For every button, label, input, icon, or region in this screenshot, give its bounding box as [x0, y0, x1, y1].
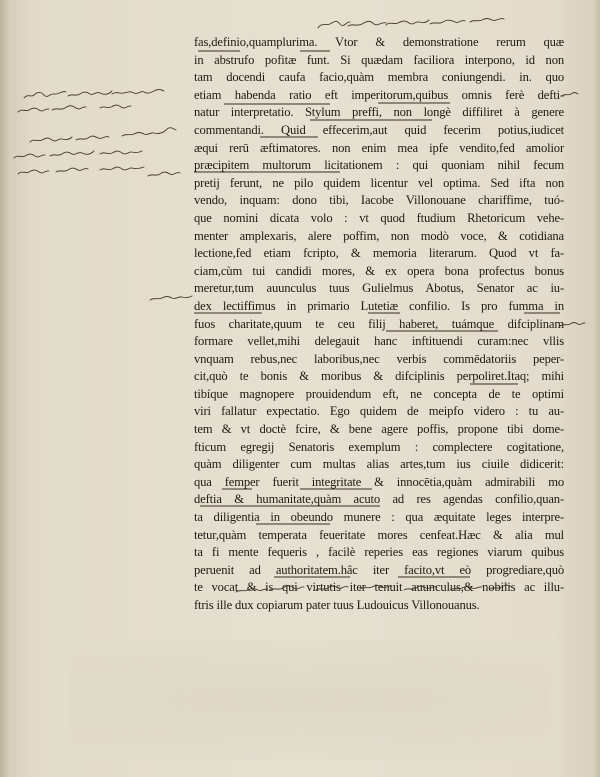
text-line: deftia & humanitate,quàm acuto ad res agendas confilio,quan- [194, 492, 564, 507]
text-line: meretur,tum auunculus tuus Gulielmus Abotus, Senator ac iu- [194, 281, 564, 296]
text-line: æqui rerū æftimatores. non enim mea ipfe vendito,fed amolior [194, 140, 564, 155]
text-line: vendo, inquam: dono tibi, Iacobe Villonouane chariffime, tuó- [194, 193, 564, 208]
text-line: pretij ferunt, ne pilo quidem licentur vel optima. Sed ifta non [194, 175, 564, 190]
text-line: fticum egregij Senatoris exemplum : complectere cogitatione, [194, 439, 564, 454]
text-line: natur interpretatio. Stylum preffi, non longè diffiliret à genere [194, 105, 564, 120]
text-line: in abstrufo pofitæ funt. Si quædam faciliora interpono, id non [194, 52, 564, 67]
handwritten-note-right-1 [562, 93, 578, 97]
handwritten-note-left-4 [14, 151, 142, 158]
text-line: ta diligentia in obeundo munere : qua æquitate leges interpre- [194, 510, 564, 525]
handwritten-note-right-2 [560, 323, 585, 327]
text-line: fas,definio,quamplurima. Vtor & demonstratione rerum quæ [194, 35, 564, 49]
text-line: menter amplexaris, alere poffim, non modò voce, & cotidiana [194, 228, 564, 243]
text-line: peruenit ad authoritatem.hâc iter facito,vt eò progrediare,quò [194, 562, 564, 577]
text-line: tibíque magnopere prouidendum eft, ne concepta de te optimi [194, 386, 564, 401]
text-line: lectione,fed etiam fcripto, & memoria literarum. Quod vt fa- [194, 246, 564, 261]
text-line: quàm diligenter cum multas alias artes,tum ius ciuile didicerit: [194, 457, 564, 472]
handwritten-note-left-1 [24, 90, 164, 99]
text-line: que nomini dicata volo : vt quod ftudium Rhetoricum vehe- [194, 210, 564, 225]
text-line: vnquam rebus,nec laboribus,nec verbis commēdatoriis peper- [194, 351, 564, 366]
text-line: tam docendi caufa facio,quàm membra coniungendi. in. quo [194, 70, 564, 85]
text-line: ciam,cùm tui candidi mores, & ex opera bona profectus bonus [194, 263, 564, 278]
handwritten-note-left-5 [18, 167, 180, 176]
text-line: ftris ille dux copiarum pater tuus Ludouicus Villonouanus. [194, 598, 480, 612]
text-line: formare vellet,mihi delegauit hanc inftituendi curam:nec vllis [194, 334, 564, 349]
handwritten-note-bottom [236, 585, 512, 592]
handwritten-note-left-3 [30, 128, 176, 142]
text-line: viri fallatur expectatio. Ego quidem de meipfo videro : tu au- [194, 404, 564, 419]
text-line: etiam habenda ratio eft imperitorum,quibus omnis ferè defti- [194, 87, 564, 102]
text-line: fuos charitate,quum te ceu filij haberet, tuámque difciplinam [194, 316, 564, 331]
text-line: præcipitem multorum licitationem : qui quoniam nihil fecum [194, 158, 564, 173]
text-line: tetur,quàm temperata feueritate mores cenfeat.Hæc & alia mul [194, 527, 564, 542]
text-line: ta fi mente fequeris , facilè reperies eas regiones viarum quibus [194, 545, 564, 560]
text-line: dex lectiffimus in primario Lutetiæ confilio. Is pro fumma in [194, 298, 564, 313]
text-line: tem & vt doctè fcire, & bene agere poffis, propone tibi dome- [194, 422, 564, 437]
underline-2 [224, 103, 450, 104]
text-line: qua femper fuerit integritate & innocētia,quàm admirabili mo [194, 474, 564, 489]
text-line: te vocat & is qui virtutis iter tenuit auunculus,& nobilis ac illu- [194, 580, 564, 595]
text-line: cit,quò te bonis & moribus & difciplinis perpoliret.Itaq; mihi [194, 369, 564, 384]
handwritten-note-left-2 [18, 105, 131, 112]
handwritten-note-top [318, 19, 504, 29]
handwritten-note-left-6 [150, 296, 192, 300]
text-line: commentandi. Quid effecerim,aut quid fecerim potius,iudicet [194, 122, 564, 137]
